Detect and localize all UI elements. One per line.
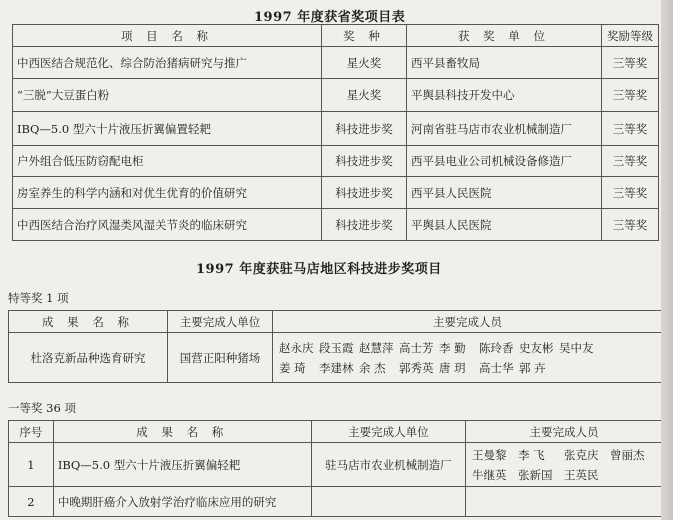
header-unit: 主要完成人单位 bbox=[311, 421, 465, 443]
people-cell bbox=[273, 333, 663, 383]
person-name: 李建林 bbox=[319, 360, 354, 375]
provincial-table bbox=[12, 24, 659, 241]
award-unit: 西平县人民医院 bbox=[407, 177, 602, 209]
table-row bbox=[13, 47, 659, 79]
person-name: 李 勤 bbox=[439, 340, 466, 355]
award-type: 科技进步奖 bbox=[322, 146, 407, 177]
people-cell bbox=[466, 487, 663, 517]
person-name: 段玉霞 bbox=[319, 340, 354, 355]
project-name: 房室养生的科学内涵和对优生优育的价值研究 bbox=[13, 177, 322, 209]
header-award-unit: 获 奖 单 位 bbox=[407, 25, 602, 47]
award-unit: 平舆县科技开发中心 bbox=[407, 79, 602, 112]
header-people: 主要完成人员 bbox=[466, 421, 663, 443]
table-row bbox=[9, 443, 663, 487]
provincial-header-row bbox=[13, 25, 659, 47]
award-level: 三等奖 bbox=[602, 209, 659, 241]
person-name: 唐 玥 bbox=[439, 360, 466, 375]
person-name: 郭 卉 bbox=[519, 360, 546, 375]
result-name: 杜洛克新品种选育研究 bbox=[9, 333, 168, 383]
person-name: 赵慧萍 bbox=[359, 340, 394, 355]
provincial-title: 1997 年度获省奖项目表 bbox=[254, 10, 406, 25]
award-unit: 西平县畜牧局 bbox=[407, 47, 602, 79]
project-name: IBQ—5.0 型六十片液压折翼偏置轻耙 bbox=[13, 112, 322, 146]
person-name: 高士芳 bbox=[399, 340, 434, 355]
person-name bbox=[610, 467, 656, 483]
award-level: 三等奖 bbox=[602, 112, 659, 146]
person-name bbox=[559, 360, 599, 376]
award-level: 三等奖 bbox=[602, 47, 659, 79]
table-row bbox=[13, 177, 659, 209]
project-name: 中西医结合规范化、综合防治猪病研究与推广 bbox=[13, 47, 322, 79]
result-unit: 驻马店市农业机械制造厂 bbox=[311, 443, 465, 487]
table-row bbox=[13, 112, 659, 146]
serial-number: 1 bbox=[9, 443, 54, 487]
table-row bbox=[13, 146, 659, 177]
person-name: 张克庆 bbox=[564, 447, 599, 462]
project-name: 户外组合低压防窃配电柜 bbox=[13, 146, 322, 177]
result-unit bbox=[311, 487, 465, 517]
person-name: 郭秀英 bbox=[399, 360, 434, 375]
person-name: 李 飞 bbox=[518, 447, 545, 462]
award-level: 三等奖 bbox=[602, 79, 659, 112]
award-type: 星火奖 bbox=[322, 79, 407, 112]
person-name: 陈玲香 bbox=[479, 340, 514, 355]
table-row bbox=[9, 333, 663, 383]
person-name: 史友彬 bbox=[519, 340, 554, 355]
people-cell bbox=[466, 443, 663, 487]
award-level: 三等奖 bbox=[602, 177, 659, 209]
special-header-row bbox=[9, 311, 663, 333]
award-unit: 河南省驻马店市农业机械制造厂 bbox=[407, 112, 602, 146]
person-name: 赵永庆 bbox=[279, 340, 314, 355]
person-name: 王英民 bbox=[564, 467, 599, 482]
project-name: “三脱”大豆蛋白粉 bbox=[13, 79, 322, 112]
regional-title: 1997 年度获驻马店地区科技进步奖项目 bbox=[196, 262, 442, 277]
header-serial: 序号 bbox=[9, 421, 54, 443]
header-project-name: 项 目 名 称 bbox=[13, 25, 322, 47]
people-list bbox=[277, 336, 658, 380]
award-type: 科技进步奖 bbox=[322, 209, 407, 241]
person-name: 姜 琦 bbox=[279, 360, 306, 375]
award-type: 科技进步奖 bbox=[322, 177, 407, 209]
serial-number: 2 bbox=[9, 487, 54, 517]
people-list bbox=[470, 444, 658, 486]
table-row bbox=[13, 79, 659, 112]
special-award-table bbox=[8, 310, 663, 383]
person-name: 牛继英 bbox=[472, 467, 507, 482]
page-edge bbox=[661, 0, 673, 520]
award-type: 科技进步奖 bbox=[322, 112, 407, 146]
first-award-table bbox=[8, 420, 663, 517]
first-header-row bbox=[9, 421, 663, 443]
header-unit: 主要完成人单位 bbox=[168, 311, 273, 333]
project-name: 中西医结合治疗风湿类风湿关节炎的临床研究 bbox=[13, 209, 322, 241]
special-award-label: 特等奖 1 项 bbox=[8, 291, 69, 305]
result-name: 中晚期肝癌介入放射学治疗临床应用的研究 bbox=[53, 487, 311, 517]
person-name: 吴中友 bbox=[559, 340, 594, 355]
person-name: 高士华 bbox=[479, 360, 514, 375]
person-name: 王曼黎 bbox=[472, 447, 507, 462]
first-award-label: 一等奖 36 项 bbox=[8, 401, 76, 415]
award-unit: 西平县电业公司机械设备修造厂 bbox=[407, 146, 602, 177]
header-award-type: 奖 种 bbox=[322, 25, 407, 47]
table-row bbox=[9, 487, 663, 517]
person-name: 张新国 bbox=[518, 467, 553, 482]
person-name: 余 杰 bbox=[359, 360, 386, 375]
header-people: 主要完成人员 bbox=[273, 311, 663, 333]
award-type: 星火奖 bbox=[322, 47, 407, 79]
result-name: IBQ—5.0 型六十片液压折翼偏轻耙 bbox=[53, 443, 311, 487]
header-award-level: 奖励等级 bbox=[602, 25, 659, 47]
header-result-name: 成 果 名 称 bbox=[9, 311, 168, 333]
person-name: 曾丽杰 bbox=[610, 447, 645, 462]
award-level: 三等奖 bbox=[602, 146, 659, 177]
award-unit: 平舆县人民医院 bbox=[407, 209, 602, 241]
table-row bbox=[13, 209, 659, 241]
header-result-name: 成 果 名 称 bbox=[53, 421, 311, 443]
result-unit: 国营正阳种猪场 bbox=[168, 333, 273, 383]
